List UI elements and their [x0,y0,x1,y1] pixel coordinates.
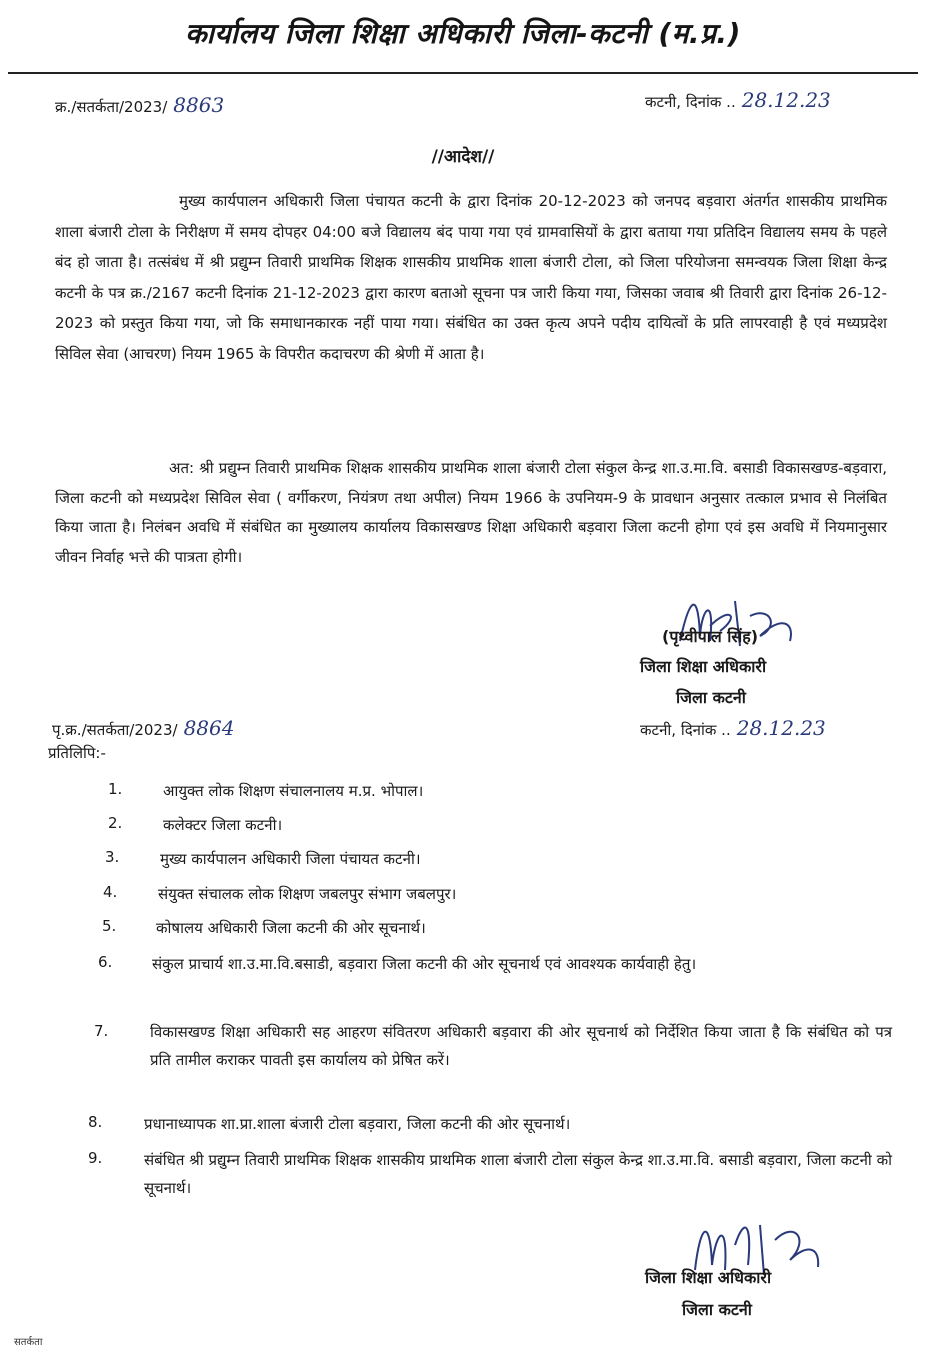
order-heading: //आदेश// [431,147,495,167]
copy-date-value: 28.12.23 [736,716,826,740]
list-item: कोषालय अधिकारी जिला कटनी की ओर सूचनार्थ। [156,919,426,937]
list-item-number: 3. [105,848,120,866]
list-item: संयुक्त संचालक लोक शिक्षण जबलपुर संभाग जबलपुर। [158,885,457,903]
copy-date-label: कटनी, दिनांक .. [640,721,731,739]
list-item-number: 1. [108,780,123,798]
copy-date [640,716,826,740]
list-item-number: 9. [88,1149,103,1167]
list-item-number: 2. [108,814,123,832]
header-rule [8,72,918,74]
list-item: संकुल प्राचार्य शा.उ.मा.वि.बसाडी, बड़वारा जिला कटनी की ओर सूचनार्थ एवं आवश्यक कार्यवाही हेतु। [152,955,697,973]
list-item: आयुक्त लोक शिक्षण संचालनालय म.प्र. भोपाल। [163,782,424,800]
list-item-number: 8. [88,1113,103,1131]
signatory-designation: जिला शिक्षा अधिकारी [640,657,767,676]
list-item-number: 5. [102,917,117,935]
copy-to-label: प्रतिलिपि:- [48,744,106,762]
reference-number [55,93,224,117]
footer-note: सतर्कता [14,1337,43,1348]
copy-reference-number-label: पृ.क्र./सतर्कता/2023/ [52,721,178,739]
reference-number-value: 8863 [173,93,225,117]
list-item-number: 7. [94,1022,109,1040]
signatory-2-place: जिला कटनी [682,1300,752,1319]
list-item: विकासखण्ड शिक्षा अधिकारी सह आहरण संवितरण अधिकारी बड़वारा की ओर सूचनार्थ को निर्देशित किया जाता है कि संबंधित को पत्र प्रति तामील कराकर पावती इस कार्यालय को प्रेषित करें। [150,1023,892,1069]
signatory-2-designation: जिला शिक्षा अधिकारी [645,1268,772,1287]
order-paragraph-2: अत: श्री प्रद्युम्न तिवारी प्राथमिक शिक्षक शासकीय प्राथमिक शाला बंजारी टोला संकुल केन्द्र शा.उ.मा.वि. बसाडी विकासखण्ड-बड़वारा, जिला कटनी को मध्यप्रदेश सिविल सेवा ( वर्गीकरण, नियंत्रण तथा अपील) नियम 1966 के उपनियम-9 के प्रावधान अनुसार तत्काल प्रभाव से निलंबित किया जाता है। निलंबन अवधि में संबंधित का मुख्यालय कार्यालय विकासखण्ड शिक्षा अधिकारी बड़वारा जिला कटनी होगा एवं इस अवधि में नियमानुसार जीवन निर्वाह भत्ते की पात्रता होगी। [55,459,887,566]
list-item: प्रधानाध्यापक शा.प्रा.शाला बंजारी टोला बड़वारा, जिला कटनी की ओर सूचनार्थ। [144,1115,571,1133]
order-date [645,88,831,112]
reference-number-label: क्र./सतर्कता/2023/ [55,98,168,116]
copy-reference-number [52,716,234,740]
signatory-name: (पृथ्वीपाल सिंह) [662,627,759,646]
order-date-label: कटनी, दिनांक .. [645,93,736,111]
list-item: मुख्य कार्यपालन अधिकारी जिला पंचायत कटनी। [160,850,421,868]
list-item: संबंधित श्री प्रद्युम्न तिवारी प्राथमिक शिक्षक शासकीय प्राथमिक शाला बंजारी टोला संकुल केन्द्र शा.उ.मा.वि. बसाडी बड़वारा, जिला कटनी को सूचनार्थ। [144,1151,892,1197]
order-date-value: 28.12.23 [741,88,831,112]
office-title: कार्यालय जिला शिक्षा अधिकारी जिला-कटनी (म.प्र.) [185,17,741,50]
list-item: कलेक्टर जिला कटनी। [163,816,283,834]
signatory-place: जिला कटनी [676,688,746,707]
order-paragraph-1: मुख्य कार्यपालन अधिकारी जिला पंचायत कटनी के द्वारा दिनांक 20-12-2023 को जनपद बड़वारा अंतर्गत शासकीय प्राथमिक शाला बंजारी टोला के निरीक्षण में समय दोपहर 04:00 बजे विद्यालय बंद पाया गया एवं ग्रामवासियों के द्वारा बताया गया प्रतिदिन विद्यालय समय के पहले बंद हो जाता है। तत्संबंध में श्री प्रद्युम्न तिवारी प्राथमिक शिक्षक शासकीय प्राथमिक शाला बंजारी टोला, को जिला परियोजना समन्वयक जिला शिक्षा केन्द्र कटनी के पत्र क्र./2167 कटनी दिनांक 21-12-2023 द्वारा कारण बताओ सूचना पत्र जारी किया गया, जिसका जवाब श्री तिवारी द्वारा दिनांक 26-12-2023 को प्रस्तुत किया गया, जो कि समाधानकारक नहीं पाया गया। संबंधित का उक्त कृत्य अपने पदीय दायित्वों के प्रति लापरवाही है एवं मध्यप्रदेश सिविल सेवा (आचरण) नियम 1965 के विपरीत कदाचरण की श्रेणी में आता है। [55,192,887,363]
list-item-number: 4. [103,883,118,901]
list-item-number: 6. [98,953,113,971]
copy-reference-number-value: 8864 [183,716,235,740]
